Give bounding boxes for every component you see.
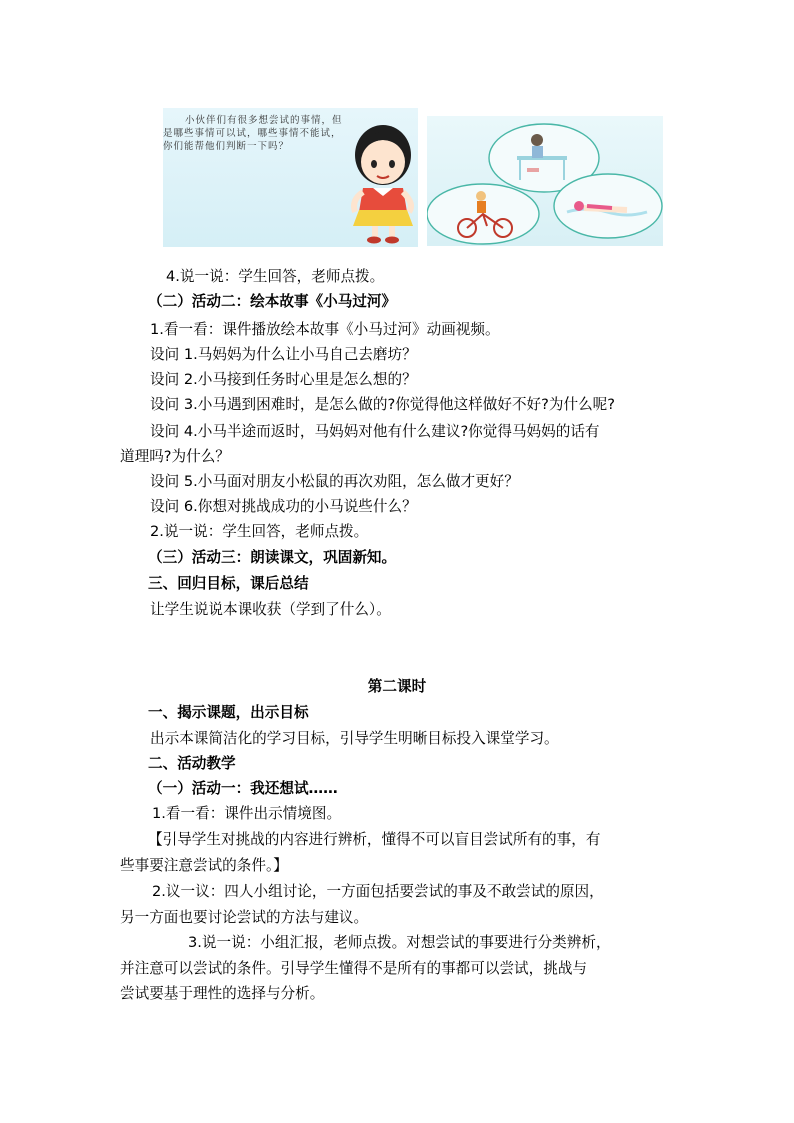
speech-text: 小伙伴们有很多想尝试的事情，但是哪些事情可以试，哪些事情不能试，你们能帮他们判断一下吗？ bbox=[163, 115, 343, 152]
lesson-title: 第二课时 bbox=[367, 678, 427, 695]
girl-illustration bbox=[163, 108, 418, 247]
text-line: 道理吗?为什么？ bbox=[120, 448, 230, 465]
section-heading: 三、回归目标，课后总结 bbox=[148, 575, 309, 592]
text-line: 4.说一说：学生回答，老师点拨。 bbox=[166, 268, 385, 285]
text-line: 尝试要基于理性的选择与分析。 bbox=[120, 985, 325, 1002]
text-line: 设问 6.你想对挑战成功的小马说些什么？ bbox=[150, 498, 417, 515]
text-line: 2.说一说：学生回答，老师点拨。 bbox=[150, 523, 369, 540]
text-line: 另一方面也要讨论尝试的方法与建议。 bbox=[120, 909, 369, 926]
text-line: 1.看一看：课件出示情境图。 bbox=[152, 805, 342, 822]
text-line: 2.议一议：四人小组讨论，一方面包括要尝试的事及不敢尝试的原因， bbox=[152, 883, 604, 900]
text-line: 设问 3.小马遇到困难时，是怎么做的?你觉得他这样做好不好?为什么呢? bbox=[150, 396, 616, 413]
text-line: 些事要注意尝试的条件。】 bbox=[120, 857, 288, 874]
text-line: 1.看一看：课件播放绘本故事《小马过河》动画视频。 bbox=[150, 321, 500, 338]
illustration-scenes-panel bbox=[427, 116, 663, 246]
text-line: 【引导学生对挑战的内容进行辨析，懂得不可以盲目尝试所有的事，有 bbox=[148, 831, 601, 848]
text-line: 并注意可以尝试的条件。引导学生懂得不是所有的事都可以尝试，挑战与 bbox=[120, 960, 588, 977]
text-line: 设问 5.小马面对朋友小松鼠的再次劝阻，怎么做才更好？ bbox=[150, 473, 519, 490]
text-line: 让学生说说本课收获（学到了什么）。 bbox=[150, 601, 391, 618]
text-line: 设问 1.马妈妈为什么让小马自己去磨坊？ bbox=[150, 346, 417, 363]
section-heading: （二）活动二：绘本故事《小马过河》 bbox=[148, 293, 397, 310]
section-heading: 一、揭示课题，出示目标 bbox=[148, 704, 309, 721]
section-heading: （三）活动三：朗读课文，巩固新知。 bbox=[148, 549, 397, 566]
section-heading: 二、活动教学 bbox=[148, 755, 236, 772]
section-heading: （一）活动一：我还想试…… bbox=[148, 780, 338, 797]
scenes-illustration bbox=[427, 116, 663, 246]
text-line: 3.说一说：小组汇报，老师点拨。对想尝试的事要进行分类辨析， bbox=[188, 934, 611, 951]
illustration-girl-panel bbox=[163, 108, 418, 247]
text-line: 出示本课简洁化的学习目标，引导学生明晰目标投入课堂学习。 bbox=[150, 730, 559, 747]
text-line: 设问 4.小马半途而返时，马妈妈对他有什么建议?你觉得马妈妈的话有 bbox=[150, 423, 600, 440]
text-line: 设问 2.小马接到任务时心里是怎么想的？ bbox=[150, 371, 417, 388]
